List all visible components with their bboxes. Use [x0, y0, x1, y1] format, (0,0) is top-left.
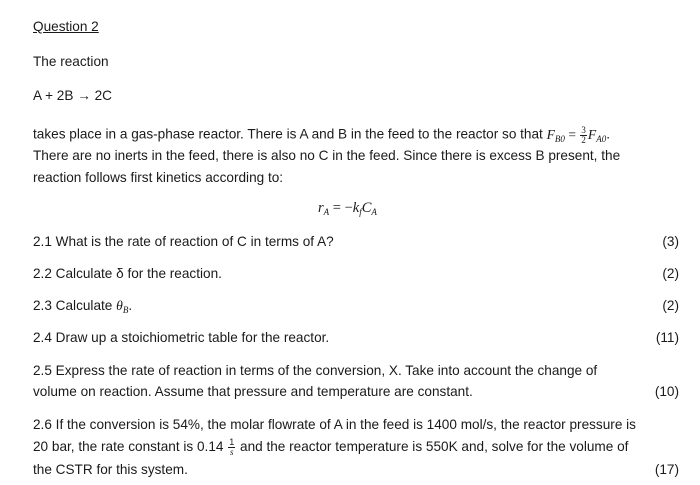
question-2-6-line-2: 20 bar, the rate constant is 0.14 $\frac{1}{s}$ and the reactor temperature is 550K and, solve for the volume of: [33, 437, 629, 457]
question-2-6-line-3: the CSTR for this system.: [33, 462, 188, 477]
feed-ratio-equation: $F_{B0}$ = $\frac{3}{2}$ $F_{A0}$: [546, 125, 607, 145]
marks-2-4: (11): [655, 330, 679, 345]
question-2-4: 2.4 Draw up a stoichiometric table for the reactor.: [33, 330, 330, 345]
marks-2-5: (10): [654, 384, 679, 399]
paragraph-line-3: reaction follows first kinetics according to:: [33, 170, 284, 185]
question-2-5-line-2: volume on reaction. Assume that pressure and temperature are constant.: [33, 384, 473, 399]
marks-2-6: (17): [654, 462, 679, 477]
question-2-1: 2.1 What is the rate of reaction of C in terms of A?: [33, 234, 334, 249]
question-2-5-line-1: 2.5 Express the rate of reaction in terms of the conversion, X. Take into account the change of: [33, 363, 598, 378]
reaction-equation: A + 2B → 2C: [33, 88, 112, 103]
intro-text: The reaction: [33, 54, 109, 69]
feed-ratio-fraction: $\frac{3}{2}$: [581, 125, 586, 145]
marks-2-3: (2): [662, 298, 679, 313]
question-2-6-line-1: 2.6 If the conversion is 54%, the molar flowrate of A in the feed is 1400 mol/s, the reactor pressure is: [33, 417, 636, 432]
marks-2-1: (3): [662, 234, 679, 249]
marks-2-2: (2): [662, 266, 679, 281]
question-2-2: 2.2 Calculate δ for the reaction.: [33, 266, 222, 281]
question-2-3: 2.3 Calculate $\theta_B$.: [33, 298, 133, 315]
paragraph-line-2: There are no inerts in the feed, there is also no C in the feed. Since there is excess B present, the: [33, 148, 621, 163]
question-heading: Question 2: [33, 19, 99, 34]
unit-fraction: $\frac{1}{s}$: [229, 437, 235, 457]
paragraph-text: takes place in a gas-phase reactor. There is A and B in the feed to the reactor so that: [33, 126, 547, 142]
rate-law-equation: $r_A = -k_fC_A$: [318, 200, 377, 217]
paragraph-line-1: takes place in a gas-phase reactor. There is A and B in the feed to the reactor so that $F_{B0}$ = $\frac{3}{2}$ $F_{A0}$.: [33, 125, 610, 145]
